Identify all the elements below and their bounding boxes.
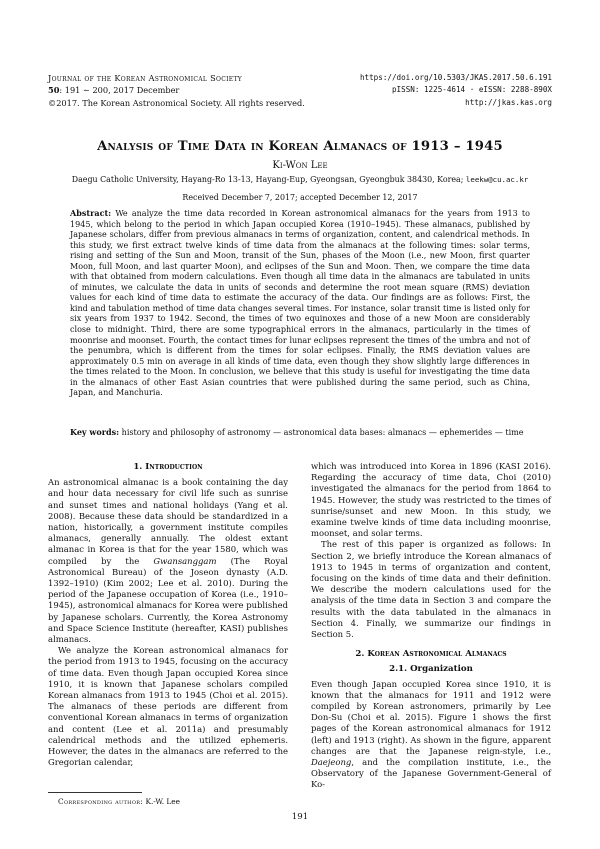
received-dates: Received December 7, 2017; accepted December 12, 2017 bbox=[182, 193, 418, 202]
intro-paragraph-1 bbox=[48, 477, 288, 645]
abstract-text: We analyze the time data recorded in Korean astronomical almanacs for the years from 1913 to 1945, which belong to the period in which Japan occupied Korea (1910–1945). These almanacs, published by Japanese scholars, differ from previous almanacs in terms of organization, content, and calendrical methods. In this study, we first extract twelve kinds of time data from the almanacs at the following times: solar terms, rising and setting of the Sun and Moon, transit of the Sun, phases of the Moon (i.e., new Moon, first quarter Moon, full Moon, and last quarter Moon), and eclipses of the Sun and Moon. Then, we compare the time data with that obtained from modern calculations. Even though all time data in the almanacs are tabulated in units of minutes, we calculate the data in units of seconds and determine the root mean square (RMS) deviation values for each kind of time data to estimate the accuracy of the data. Our findings are as follows: First, the kind and tabulation method of time data changes several times. For instance, solar transit time is listed only for six years from 1937 to 1942. Second, the times of two equinoxes and those of a new Moon are considerably close to midnight. Third, there are some typographical errors in the almanacs, particularly in the times of moonrise and moonset. Fourth, the contact times for lunar eclipses represent the times of the umbra and not of the penumbra, which is different from the times for solar eclipses. Finally, the RMS deviation values are approximately 0.5 min on average in all kinds of time data, even though they show slightly large differences in the times related to the Moon. In conclusion, we believe that this study is useful for investigating the time data in the almanacs of other East Asian countries that were published during the same period, such as China, Japan, and Manchuria. bbox=[70, 209, 530, 398]
intro-paragraph-2: We analyze the Korean astronomical almanacs for the period from 1913 to 1945, focusing on the accuracy of time data. Even though Japan occupied Korea since 1910, it is known that Japanese scholars compiled Korean almanacs from 1913 to 1945 (Choi et al. 2015). The almanacs of these periods are different from conventional Korean almanacs in terms of organization and content (Lee et al. 2011a) and presumably calendrical methods and the utilized ephemeris. However, the dates in the almanacs are referred to the Gregorian calendar, bbox=[48, 645, 288, 768]
abstract-label: Abstract: bbox=[70, 208, 112, 218]
doi-link[interactable]: https://doi.org/10.5303/JKAS.2017.50.6.191 bbox=[359, 73, 552, 82]
footnote-rule bbox=[48, 792, 142, 793]
keywords-text: history and philosophy of astronomy — astronomical data bases: almanacs — ephemerides — time bbox=[121, 428, 524, 437]
journal-pages: : 191 ∼ 200, 2017 December bbox=[59, 85, 180, 96]
paper-author: Ki-Won Lee bbox=[272, 160, 328, 171]
copyright: ©2017. The Korean Astronomical Society. All rights reserved. bbox=[48, 97, 305, 108]
page-number: 191 bbox=[291, 812, 309, 822]
journal-name: Journal of the Korean Astronomical Society bbox=[48, 73, 243, 83]
corresponding-author-footnote bbox=[58, 797, 180, 806]
intro-p1-text-a: An astronomical almanac is a book containing the day and hour data necessary for civil life such as sunrise and sunset times and national holidays (Yang et al. 2008). Because these data should be standardized in a nation, historically, a government institute compiles almanacs, generally annually. The oldest extant almanac in Korea is that for the year 1580, which was compiled by the bbox=[48, 477, 288, 566]
affiliation-text: Daegu Catholic University, Hayang-Ro 13-13, Hayang-Eup, Gyeongsan, Gyeongbuk 38430, Korea; bbox=[71, 175, 464, 184]
intro-p1-italic: Gwansanggam bbox=[153, 555, 217, 566]
journal-volume: 50 bbox=[48, 85, 60, 96]
section-heading-almanacs: 2. Korean Astronomical Almanacs bbox=[355, 649, 507, 660]
intro-p1-text-b: (The Royal Astronomical Bureau) of the Joseon dynasty (A.D. 1392–1910) (Kim 2002; Lee et al. 2010). During the period of the Japanese occupation of Korea (i.e., 1910–1945), astronomical almanacs for Korea were published by Japanese scholars. Currently, the Korea Astronomy and Space Science Institute (hereafter, KASI) publishes almanacs. bbox=[48, 555, 288, 645]
abstract bbox=[70, 208, 530, 399]
right-column bbox=[311, 461, 551, 791]
keywords-label: Key words: bbox=[70, 427, 120, 437]
journal-identifiers bbox=[292, 72, 552, 109]
author-email[interactable]: leekw@cu.ac.kr bbox=[465, 175, 529, 184]
author-affiliation bbox=[30, 175, 570, 184]
org-p1-text-b: , and the compilation institute, i.e., the Observatory of the Japanese Government-General of Ko- bbox=[311, 757, 551, 790]
subsection-heading-organization: 2.1. Organization bbox=[389, 664, 473, 675]
intro-paragraph-4: The rest of this paper is organized as follows: In Section 2, we briefly introduce the Korean almanacs of 1913 to 1945 in terms of organization and content, focusing on the kinds of time data and their definition. We describe the modern calculations used for the analysis of the time data in Section 3 and compare the results with the data tabulated in the almanacs in Section 4. Finally, we summarize our findings in Section 5. bbox=[311, 539, 551, 640]
footnote-value: K.-W. Lee bbox=[145, 797, 181, 806]
keywords bbox=[70, 427, 530, 439]
journal-url[interactable]: http://jkas.kas.org bbox=[465, 97, 552, 107]
section-heading-introduction: 1. Introduction bbox=[133, 462, 203, 472]
footnote-label: Corresponding author: bbox=[58, 797, 144, 806]
intro-paragraph-3: which was introduced into Korea in 1896 (KASI 2016). Regarding the accuracy of time data, Choi (2010) investigated the almanacs for the period from 1864 to 1945. However, the study was restricted to the times of sunrise/sunset and new Moon. In this study, we examine twelve kinds of time data including moonrise, moonset, and solar terms. bbox=[311, 461, 551, 539]
org-p1-italic: Daejeong bbox=[311, 757, 352, 768]
left-column bbox=[48, 462, 288, 768]
paper-title: Analysis of Time Data in Korean Almanacs of 1913 – 1945 bbox=[97, 139, 503, 154]
org-p1-text-a: Even though Japan occupied Korea since 1910, it is known that the almanacs for 1911 and 1912 were compiled by Korean astronomers, primarily by Lee Don-Su (Choi et al. 2015). Figure 1 shows the first pages of the Korean astronomical almanacs for 1912 (left) and 1913 (right). As shown in the figure, apparent changes are that the Japanese reign-style, i.e., bbox=[311, 678, 551, 756]
issn: pISSN: 1225-4614 · eISSN: 2288-890X bbox=[391, 85, 552, 95]
organization-paragraph-1 bbox=[311, 679, 551, 791]
